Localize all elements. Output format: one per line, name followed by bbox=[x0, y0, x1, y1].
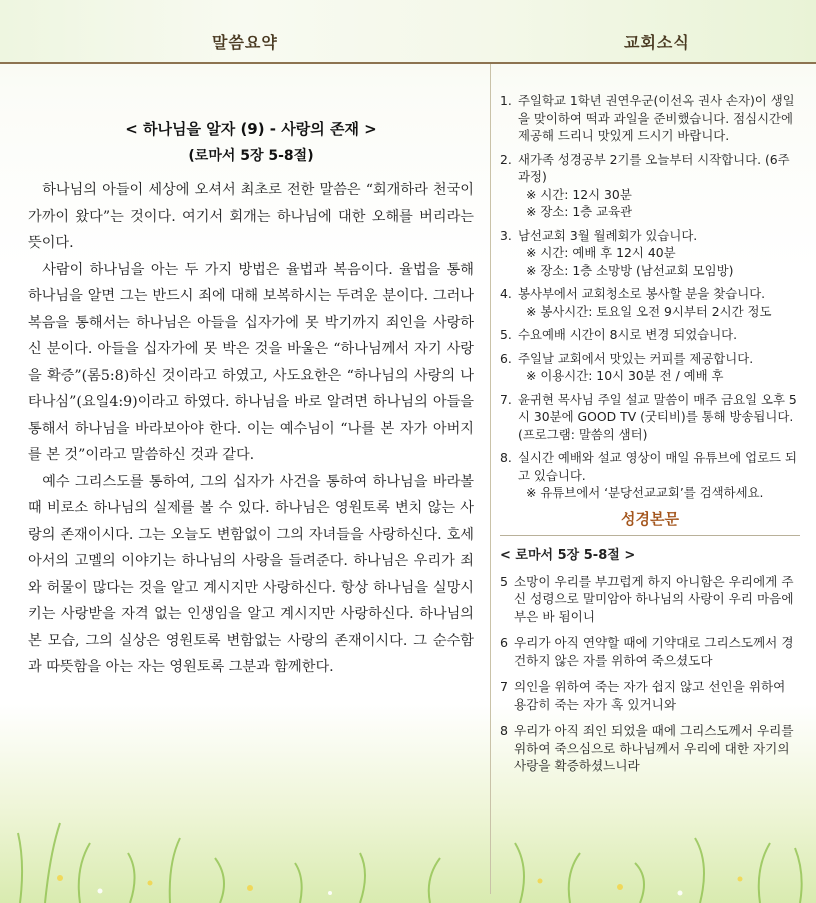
church-news-heading: 교회소식 bbox=[624, 33, 690, 52]
verse-text: 의인을 위하여 죽는 자가 쉽지 않고 선인을 위하여 용감히 죽는 자가 혹 있거니와 bbox=[514, 679, 786, 712]
news-number: 5. bbox=[500, 327, 512, 342]
news-line: ※ 이용시간: 10시 30분 전 / 예배 후 bbox=[526, 368, 724, 383]
sermon-title: < 하나님을 알자 (9) - 사랑의 존재 > bbox=[125, 120, 377, 138]
news-number: 1. bbox=[500, 93, 512, 108]
bible-verse bbox=[500, 722, 800, 775]
news-line: ※ 시간: 12시 30분 bbox=[526, 186, 632, 202]
news-item bbox=[500, 326, 800, 344]
news-line: ※ 봉사시간: 토요일 오전 9시부터 2시간 정도 bbox=[526, 303, 772, 319]
sermon-reference: (로마서 5장 5-8절) bbox=[188, 148, 314, 164]
news-line: 주일날 교회에서 맛있는 커피를 제공합니다. bbox=[518, 350, 754, 366]
news-line: ※ 시간: 예배 후 12시 40분 bbox=[526, 245, 676, 260]
sermon-summary-heading: 말씀요약 bbox=[212, 33, 278, 52]
church-news-list bbox=[500, 92, 800, 502]
news-number: 8. bbox=[500, 450, 512, 465]
news-item bbox=[500, 285, 800, 320]
verse-text: 우리가 아직 죄인 되었을 때에 그리스도께서 우리를 위하여 죽으심으로 하나님께서 우리에 대한 자기의 사랑을 확증하셨느니라 bbox=[514, 723, 794, 773]
verse-text: 소망이 우리를 부끄럽게 하지 아니함은 우리에게 주신 성령으로 말미암아 하나님의 사랑이 우리 마음에 부은 바 됨이니 bbox=[514, 573, 794, 624]
news-line: 봉사부에서 교회청소로 봉사할 분을 찾습니다. bbox=[518, 286, 766, 301]
news-number: 7. bbox=[500, 391, 512, 407]
news-line: 수요예배 시간이 8시로 변경 되었습니다. bbox=[518, 327, 738, 342]
sermon-summary bbox=[28, 118, 474, 681]
sermon-paragraph: 사람이 하나님을 아는 두 가지 방법은 율법과 복음이다. 율법을 통해 하나님을 알면 그는 반드시 죄에 대해 보복하시는 두려운 분이다. 그러나 복음을 통해서는 하나님은 아들을 십자가에 못 박기까지 죄인을 사랑하신 분이다. 아들을 십자가에 못 박은 것을 바울은 “하나님께서 자기 사랑을 확증”(롬5:8)하신 것이라고 하였고, 사도요한은 “하나님의 사랑의 나타나심”(요일4:9)이라고 하였다. 하나님을 바로 알려면 하나님의 아들을 통해서 하나님을 바라보아야 한다. 이는 예수님이 “나를 본 자가 아버지를 본 것”이라고 말씀하신 것과 같다. bbox=[28, 261, 474, 463]
news-item bbox=[500, 350, 800, 385]
verse-text: 우리가 아직 연약할 때에 기약대로 그리스도께서 경건하지 않은 자를 위하여 죽으셨도다 bbox=[514, 635, 794, 668]
news-item bbox=[500, 92, 800, 145]
news-line: 윤귀현 목사님 주일 설교 말씀이 매주 금요일 오후 5시 30분에 GOOD TV (굿티비)를 통해 방송됩니다. (프로그램: 말씀의 샘터) bbox=[518, 391, 797, 442]
verse-number: 7 bbox=[500, 679, 509, 694]
news-line: ※ 장소: 1층 교육관 bbox=[526, 204, 633, 219]
news-item bbox=[500, 227, 800, 280]
verse-number: 5 bbox=[500, 573, 509, 589]
sermon-paragraph: 하나님의 아들이 세상에 오셔서 최초로 전한 말씀은 “회개하라 천국이 가까이 왔다”는 것이다. 여기서 회개는 하나님에 대한 오해를 버리라는 뜻이다. bbox=[28, 182, 474, 251]
column-divider bbox=[490, 64, 491, 894]
bible-divider bbox=[500, 535, 800, 536]
bible-verse bbox=[500, 573, 800, 626]
news-number: 4. bbox=[500, 286, 512, 301]
news-item bbox=[500, 391, 800, 444]
news-line: 새가족 성경공부 2기를 오늘부터 시작합니다. (6주 과정) bbox=[518, 151, 790, 184]
bible-reference: < 로마서 5장 5-8절 > bbox=[500, 547, 636, 563]
meadow-illustration bbox=[0, 783, 816, 903]
header-rule bbox=[0, 62, 816, 64]
news-line: ※ 유튜브에서 ‘분당선교교회’를 검색하세요. bbox=[526, 485, 764, 500]
bible-verse bbox=[500, 678, 800, 713]
news-number: 6. bbox=[500, 350, 512, 366]
news-line: 주일학교 1학년 권연우군(이선옥 권사 손자)이 생일을 맞이하여 떡과 과일을 준비했습니다. 점심시간에 제공해 드리니 맛있게 드시기 바랍니다. bbox=[518, 93, 795, 143]
sermon-paragraph: 예수 그리스도를 통하여, 그의 십자가 사건을 통하여 하나님을 바라볼 때 비로소 하나님의 실제를 볼 수 있다. 하나님은 영원토록 변치 않는 사랑의 존재이시다. 그는 오늘도 변함없이 그의 자녀들을 사랑하신다. 호세아서의 고멜의 이야기는 하나님의 사랑을 들려준다. 하나님은 우리가 죄와 허물이 많다는 것을 알고 계시지만 사랑하신다. 항상 하나님을 실망시키는 사랑받을 자격 없는 인생임을 알고 계시지만 사랑하신다. 하나님의 본 모습, 그의 실상은 영원토록 변함없는 사랑의 존재이시다. 그 순수함과 따뜻함을 아는 자는 영원토록 그분과 함께한다. bbox=[28, 473, 474, 675]
news-item bbox=[500, 151, 800, 221]
news-line: 남선교회 3월 월례회가 있습니다. bbox=[518, 227, 698, 243]
news-number: 2. bbox=[500, 151, 512, 167]
verse-number: 6 bbox=[500, 635, 509, 650]
right-column bbox=[500, 92, 800, 784]
news-line: ※ 장소: 1층 소망방 (남선교회 모임방) bbox=[526, 262, 734, 278]
news-item bbox=[500, 449, 800, 502]
news-number: 3. bbox=[500, 227, 512, 243]
verse-number: 8 bbox=[500, 723, 509, 738]
bible-section-title: 성경본문 bbox=[621, 509, 679, 528]
header-band bbox=[0, 0, 816, 64]
bible-verse bbox=[500, 634, 800, 669]
news-line: 실시간 예배와 설교 영상이 매일 유튜브에 업로드 되고 있습니다. bbox=[518, 450, 797, 483]
